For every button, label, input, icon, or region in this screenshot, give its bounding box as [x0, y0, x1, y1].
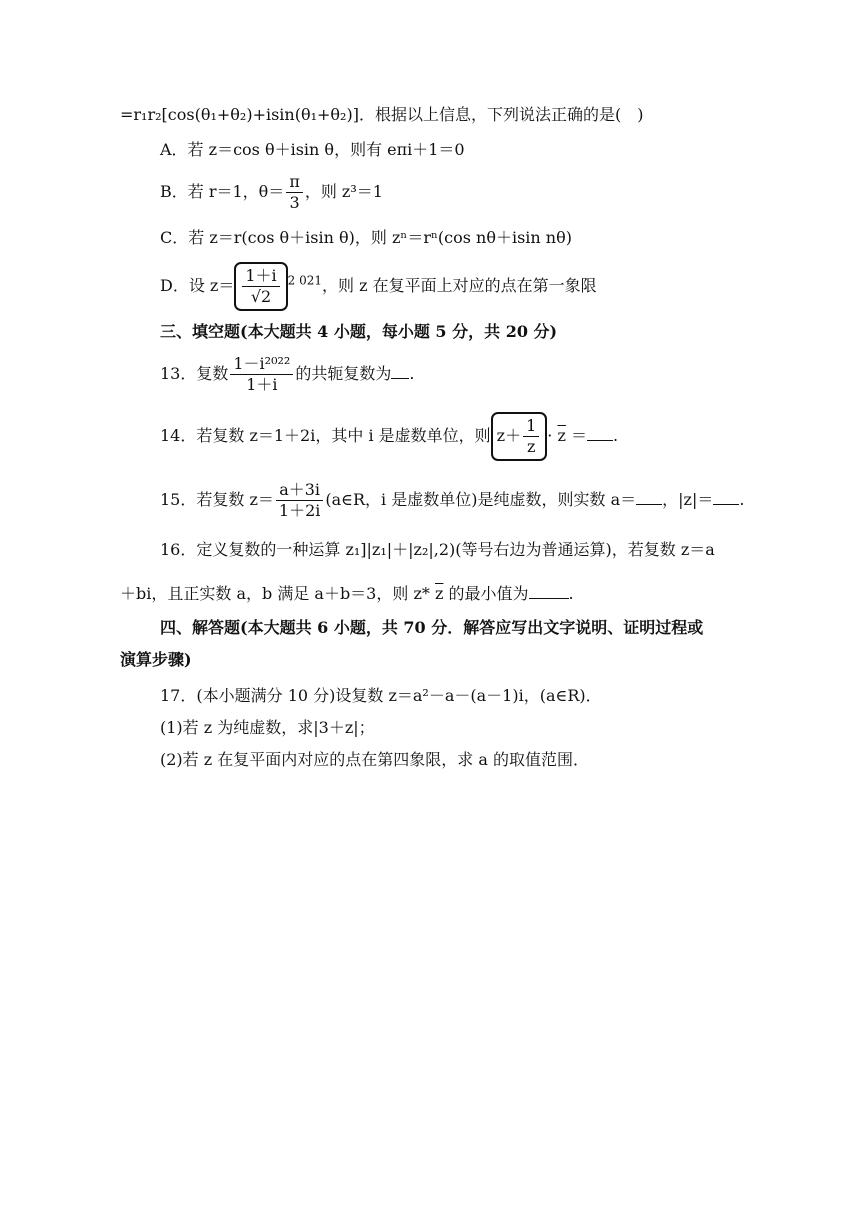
question-17-part-1: (1)若 z 为纯虚数，求|3＋z|；: [160, 718, 375, 737]
one-over-zbar: [523, 416, 539, 457]
q15-prefix: 15．若复数 z＝: [160, 490, 274, 509]
question-17: 17．(本小题满分 10 分)设复数 z＝a²－a－(a－1)i，(a∈R)．: [160, 686, 602, 705]
fraction-numerator: 1＋i: [242, 266, 279, 287]
fraction-denominator: 1＋i: [246, 375, 278, 394]
q16-suffix: 的最小值为: [448, 584, 529, 603]
parenthesized-fraction: [234, 262, 287, 311]
answer-blank-a: [636, 488, 662, 505]
exponent: 2 021: [287, 273, 323, 288]
continuation-line: =r₁r₂[cos(θ₁+θ₂)+isin(θ₁+θ₂)]．根据以上信息，下列说法正确的是( ): [120, 105, 644, 124]
fraction-denominator: z: [526, 437, 536, 456]
fraction-numerator: 1－i²⁰²²: [230, 354, 293, 375]
question-16-line-2: ＋bi，且正实数 a，b 满足 a＋b＝3，则 z* $\overline{z}$ 的最小值为 .: [120, 584, 574, 603]
q14-suffix: ＝: [570, 426, 587, 445]
q15-fraction: [276, 480, 323, 521]
q13-fraction: [230, 354, 293, 395]
q16-prefix: ＋bi，且正实数 a，b 满足 a＋b＝3，则 z*: [120, 584, 430, 603]
q14-prefix: 14．若复数 z＝1＋2i，其中 i 是虚数单位，则: [160, 426, 491, 445]
section-3-heading: 三、填空题(本大题共 4 小题，每小题 5 分，共 20 分): [160, 322, 558, 341]
fraction-numerator: 1: [523, 416, 539, 437]
q15-mid: ，|z|＝: [662, 490, 714, 509]
fraction-denominator: √2: [250, 287, 272, 306]
answer-blank: [529, 582, 569, 599]
section-4-heading-line-1: 四、解答题(本大题共 6 小题，共 70 分．解答应写出文字说明、证明过程或: [160, 618, 704, 637]
question-16-line-1: 16．定义复数的一种运算 z₁]|z₁|＋|z₂|,2)(等号右边为普通运算)，若复数 z＝a: [160, 540, 715, 559]
option-c: C．若 z＝r(cos θ＋isin θ)，则 zⁿ＝rⁿ(cos nθ＋isin nθ): [160, 228, 572, 247]
option-d-suffix: ，则 z 在复平面上对应的点在第一象限: [322, 276, 597, 295]
option-a: A．若 z＝cos θ＋isin θ，则有 eπi＋1＝0: [160, 140, 465, 159]
question-17-part-2: (2)若 z 在复平面内对应的点在第四象限，求 a 的取值范围．: [160, 750, 589, 769]
q13-suffix: 的共轭复数为: [295, 364, 392, 383]
option-b-suffix: ，则 z³＝1: [304, 182, 383, 201]
q13-prefix: 13．复数: [160, 364, 229, 383]
fraction-numerator: π: [286, 172, 303, 193]
fraction-denominator: 3: [289, 193, 300, 212]
answer-blank: [391, 362, 409, 379]
q15-suffix: (a∈R，i 是虚数单位)是纯虚数，则实数 a＝: [325, 490, 637, 509]
question-13: 13．复数 $\frac{\text{1－i²⁰²²}}{1+i}$ 的共轭复数为 .: [160, 354, 415, 394]
option-b-prefix: B．若 r＝1，θ＝: [160, 182, 285, 201]
option-d-prefix: D．设 z＝: [160, 276, 235, 295]
z-conjugate: $\overline{z}$: [434, 584, 444, 603]
question-15: 15．若复数 z＝ $\frac{a+3i}{1+2i}$ (a∈R，i 是虚数单位)是纯虚数，则实数 a＝ ，|z|＝ .: [160, 480, 745, 520]
one-plus-i-over-root2: [242, 266, 279, 307]
option-b: [160, 172, 383, 213]
answer-blank-modulus: [713, 488, 739, 505]
section-4-heading-line-2: 演算步骤): [120, 650, 192, 669]
question-14: 14．若复数 z＝1＋2i，其中 i 是虚数单位，则 z＋ $\frac{1}{z}$ · $\overline{z}$ ＝ .: [160, 412, 618, 461]
z-conjugate: $\overline{z}$: [557, 426, 566, 445]
q14-parenthesized-expression: [491, 412, 548, 461]
option-d: [160, 262, 597, 311]
fraction-numerator: a＋3i: [276, 480, 323, 501]
fraction-denominator: 1＋2i: [278, 501, 321, 520]
q14-z-plus: z＋: [496, 426, 522, 445]
pi-over-3-fraction: [286, 172, 303, 213]
answer-blank: [587, 424, 613, 441]
